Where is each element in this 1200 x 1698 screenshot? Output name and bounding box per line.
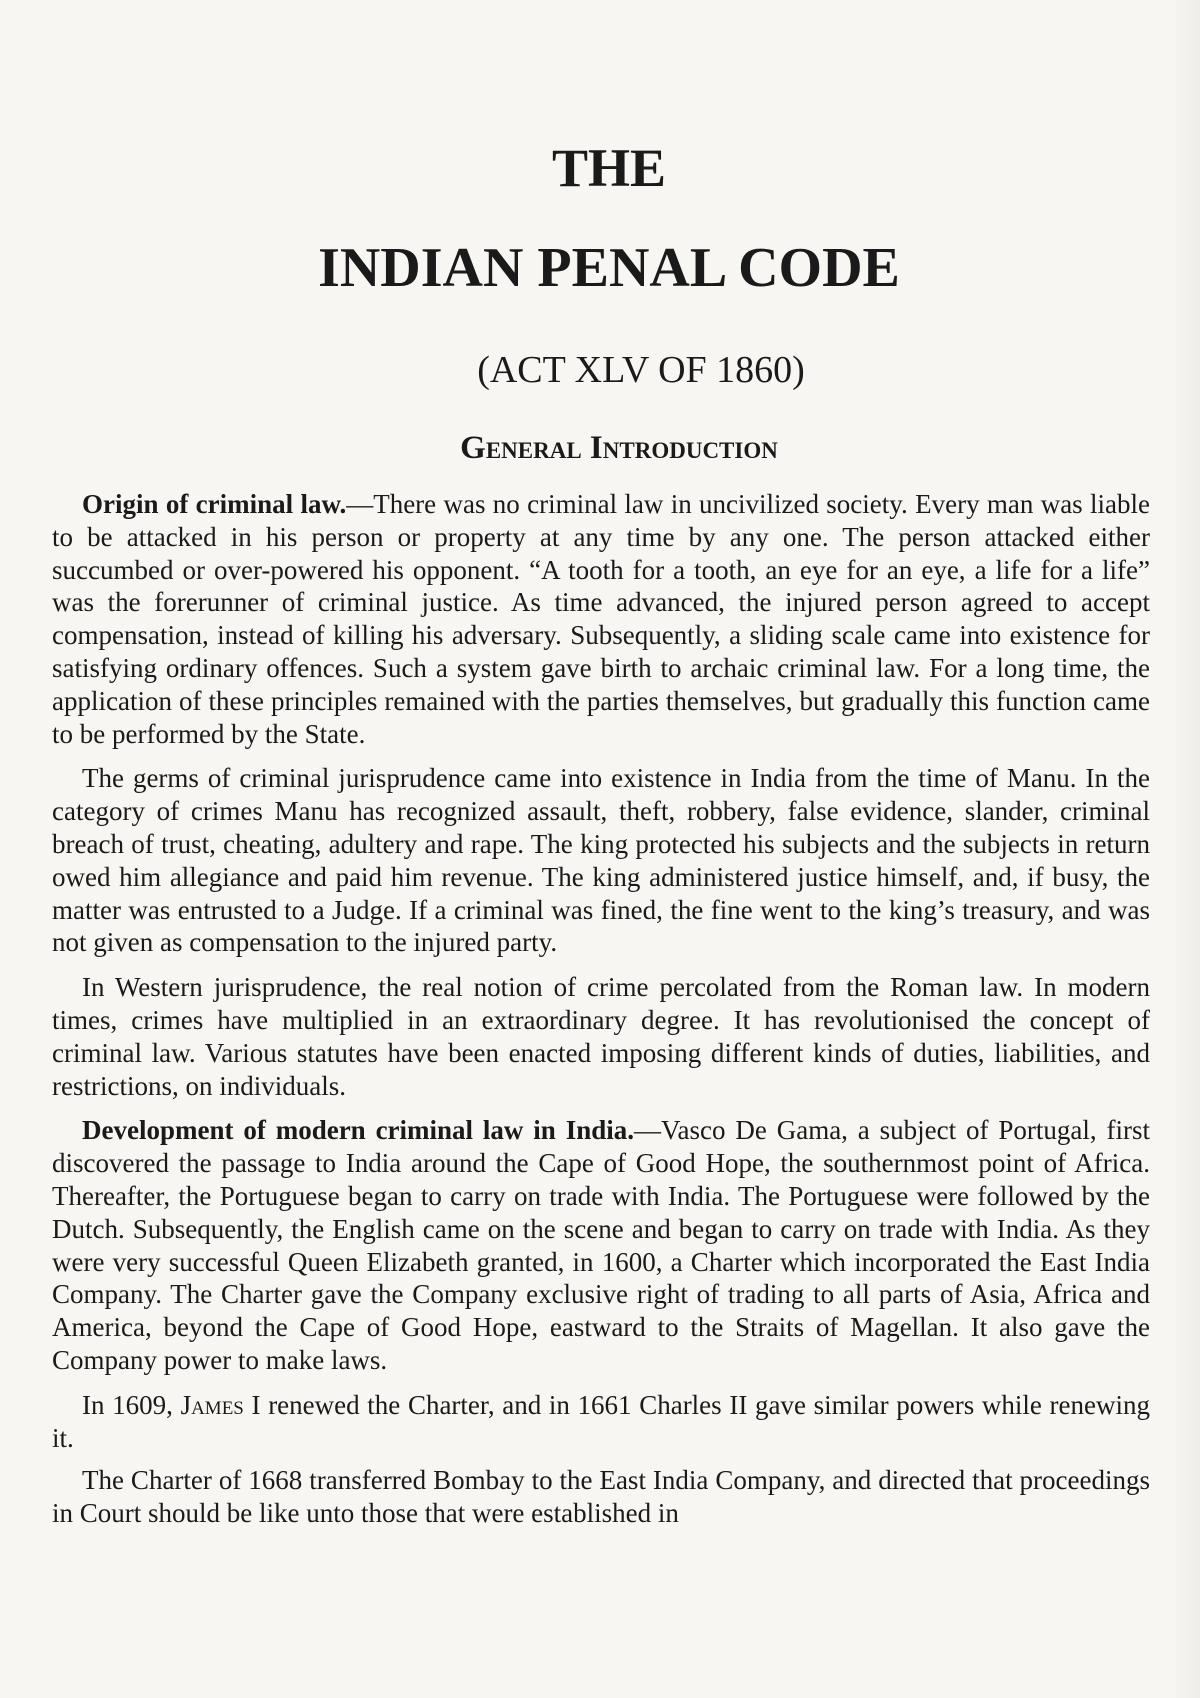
name-james: James — [180, 1389, 244, 1420]
paragraph-1609-charter — [52, 1389, 1150, 1455]
section-heading: General Introduction — [460, 430, 778, 466]
paragraph-text: —Vasco De Gama, a subject of Portugal, first discovered the passage to India around the Cape of Good Hope, the southernmost point of Africa. Thereafter, the Portuguese began to carry on trade with India. The Portuguese were followed by the Dutch. Subsequently, the English came on the scene and began to carry on trade with India. As they were very successful Queen Elizabeth granted, in 1600, a Charter which incorporated the East India Company. The Charter gave the Company exclusive right of trading to all parts of Asia, Africa and America, beyond the Cape of Good Hope, eastward to the Straits of Magellan. It also gave the Company power to make laws. — [52, 1115, 1150, 1375]
paragraph-text-prefix: In 1609, — [82, 1389, 181, 1420]
paragraph-text: I renewed the Charter, and in 1661 Charles II gave similar powers while renewing it. — [52, 1389, 1151, 1453]
page-title-code-name: INDIAN PENAL CODE — [318, 237, 900, 299]
paragraph-western-jurisprudence — [52, 971, 1150, 1102]
paragraph-text: The germs of criminal jurisprudence came into existence in India from the time of Manu. In the category of crimes Manu has recognized assault, theft, robbery, false evidence, slander, criminal breach of trust, cheating, adultery and rape. The king protected his subjects and the subjects in return owed him allegiance and paid him revenue. The king administered justice himself, and, if busy, the matter was entrusted to a Judge. If a criminal was fined, the fine went to the king’s treasury, and was not given as compensation to the injured party. — [52, 763, 1150, 958]
paragraph-origin-of-criminal-law — [52, 488, 1150, 750]
paragraph-text: In Western jurisprudence, the real notion of crime percolated from the Roman law. In modern times, crimes have multiplied in an extraordinary degree. It has revolutionised the concept of criminal law. Various statutes have been enacted imposing different kinds of duties, liabilities, and restrictions, on individuals. — [52, 972, 1150, 1101]
paragraph-lead-heading: Development of modern criminal law in India. — [82, 1115, 634, 1146]
paragraph-text: The Charter of 1668 transferred Bombay to the East India Company, and directed that proceedings in Court should be like unto those that were established in — [52, 1465, 1150, 1529]
paragraph-development-modern-law — [52, 1114, 1150, 1376]
paragraph-1668-charter — [52, 1464, 1150, 1530]
book-page — [52, 0, 1150, 1698]
paragraph-lead-heading: Origin of criminal law. — [82, 489, 347, 519]
scan-shadow — [1172, 0, 1200, 1698]
paragraph-manu — [52, 762, 1150, 959]
act-number: (ACT XLV OF 1860) — [477, 349, 805, 391]
paragraph-text: —There was no criminal law in uncivilized society. Every man was liable to be attacked in his person or property at any time by any one. The person attacked either succumbed or over-powered his opponent. “A tooth for a tooth, an eye for an eye, a life for a life” was the forerunner of criminal justice. As time advanced, the injured person agreed to accept compensation, instead of killing his adversary. Subsequently, a sliding scale came into existence for satisfying ordinary offences. Such a system gave birth to archaic criminal law. For a long time, the application of these principles remained with the parties themselves, but gradually this function came to be performed by the State. — [52, 489, 1150, 749]
body-text — [52, 488, 1150, 1530]
page-title-the: THE — [551, 138, 667, 198]
